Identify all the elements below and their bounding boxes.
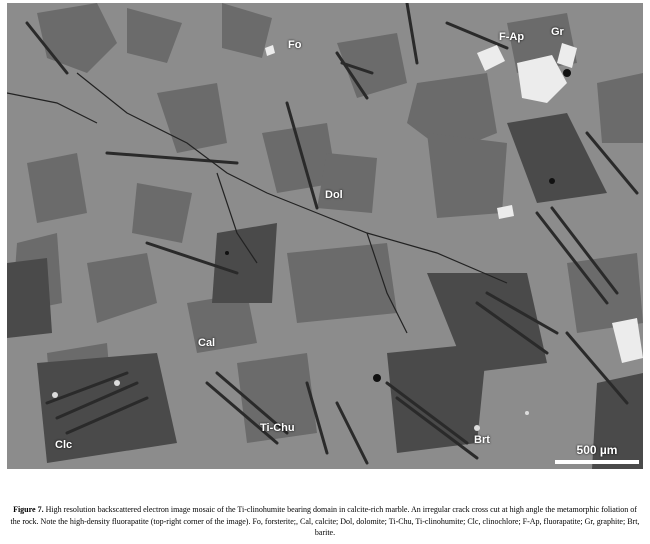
caption-text: High resolution backscattered electron image mosaic of the Ti-clinohumite bearing domain in calcite-rich marble. An irregular crack cross cut at high angle the metamorphic foliation of the rock. Note the high-density fluorapatite (top-right corner of the image). Fo, forsterite;, Cal, calcite; Dol, dolomite; Ti-Chu, Ti-clinohumite; Clc, clinochlore; F-Ap, fluorapatite; Gr, graphite; Brt, barite. <box>10 505 640 537</box>
mineral-label-cal: Cal <box>198 337 216 349</box>
mineral-label-gr: Gr <box>551 26 564 38</box>
mineral-label-dol: Dol <box>325 189 343 201</box>
scale-bar <box>555 444 639 464</box>
caption-figure-label: Figure 7. <box>13 505 44 514</box>
mineral-label-f-ap: F-Ap <box>499 31 525 43</box>
figure-caption <box>10 504 640 539</box>
scale-bar-label: 500 µm <box>576 443 618 457</box>
bse-image-mosaic <box>7 3 643 469</box>
micrograph <box>7 3 643 469</box>
mineral-label-brt: Brt <box>474 434 490 446</box>
scale-bar-line <box>555 460 639 464</box>
mineral-label-clc: Clc <box>55 439 73 451</box>
mineral-label-fo: Fo <box>288 39 302 51</box>
mineral-label-ti-chu: Ti-Chu <box>260 422 295 434</box>
